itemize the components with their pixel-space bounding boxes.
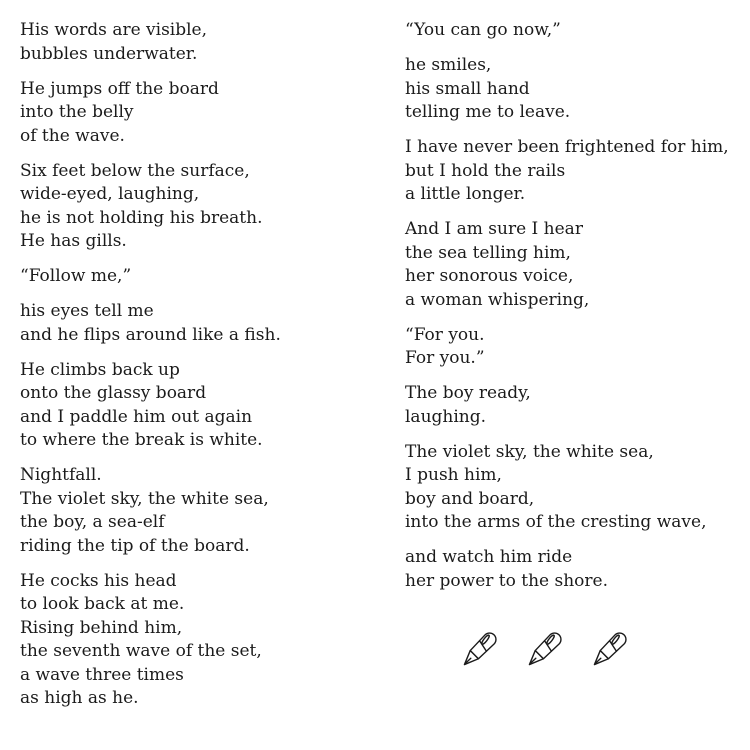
stanza	[20, 160, 390, 254]
poem-line: Nightfall.	[20, 465, 102, 485]
poem-line: his eyes tell me	[20, 301, 154, 321]
stanza	[20, 570, 390, 711]
stanza	[405, 324, 750, 371]
stanza	[405, 19, 750, 43]
poem-line: He jumps off the board	[20, 78, 219, 99]
poem-line: Rising behind him,	[20, 617, 183, 638]
poem-line: He has gills.	[20, 231, 127, 251]
poem-line: wide-eyed, laughing,	[20, 184, 200, 204]
fountain-pen-icon	[588, 628, 632, 670]
poem-line: a wave three times	[20, 664, 184, 685]
poem-line: but I hold the rails	[405, 160, 566, 181]
stanza	[20, 300, 390, 347]
poem-line: I push him,	[405, 465, 502, 485]
stanza	[20, 359, 390, 453]
poem-line: her power to the shore.	[405, 570, 609, 591]
poem-line: to where the break is white.	[20, 430, 263, 450]
stanza	[405, 136, 750, 207]
poem-line: the sea telling him,	[405, 242, 571, 263]
pen-row	[458, 628, 632, 670]
stanza	[405, 546, 750, 593]
poem-line: Six feet below the surface,	[20, 160, 250, 181]
poem-line: his small hand	[405, 78, 530, 99]
poem-line: He cocks his head	[20, 570, 177, 591]
poem-line: the seventh wave of the set,	[20, 641, 262, 661]
poem-line: into the arms of the cresting wave,	[405, 512, 707, 532]
poem-line: and he flips around like a fish.	[20, 324, 281, 345]
poem-line: he is not holding his breath.	[20, 207, 263, 228]
poem-line: laughing.	[405, 406, 487, 427]
stanza	[405, 54, 750, 125]
poem-line: I have never been frightened for him,	[405, 137, 729, 157]
poem-line: The violet sky, the white sea,	[405, 441, 654, 462]
poem-line: a little longer.	[405, 184, 526, 204]
poem-line: “Follow me,”	[20, 266, 132, 286]
stanza	[405, 441, 750, 535]
poem-line: “For you.	[405, 324, 485, 345]
fountain-pen-icon	[458, 628, 502, 670]
poem-line: He climbs back up	[20, 359, 180, 380]
poem-line: His words are visible,	[20, 20, 208, 40]
poem-line: riding the tip of the board.	[20, 535, 250, 556]
poem-line: The boy ready,	[405, 383, 531, 403]
poem-line: And I am sure I hear	[405, 219, 583, 239]
stanza	[20, 464, 390, 558]
poem-column-right	[405, 19, 750, 605]
poem-line: a woman whispering,	[405, 289, 590, 310]
poem-line: “You can go now,”	[405, 20, 561, 40]
poem-line: the boy, a sea-elf	[20, 512, 165, 532]
stanza	[405, 382, 750, 429]
stanza	[20, 78, 390, 149]
stanza	[20, 265, 390, 289]
fountain-pen-icon	[523, 628, 567, 670]
poem-line: bubbles underwater.	[20, 43, 198, 64]
poem-line: onto the glassy board	[20, 383, 207, 403]
poem-line: and I paddle him out again	[20, 406, 253, 427]
poem-line: boy and board,	[405, 488, 535, 509]
poem-line: he smiles,	[405, 55, 492, 75]
poem-line: to look back at me.	[20, 594, 185, 614]
poem-line: of the wave.	[20, 125, 125, 146]
poem-line: For you.”	[405, 348, 485, 368]
stanza	[405, 218, 750, 312]
poem-line: telling me to leave.	[405, 102, 571, 122]
poem-line: into the belly	[20, 102, 134, 122]
poem-column-left	[20, 19, 390, 722]
poem-line: and watch him ride	[405, 547, 573, 567]
poem-line: The violet sky, the white sea,	[20, 488, 269, 509]
poem-line: her sonorous voice,	[405, 266, 574, 286]
stanza	[20, 19, 390, 66]
poem-line: as high as he.	[20, 688, 139, 708]
